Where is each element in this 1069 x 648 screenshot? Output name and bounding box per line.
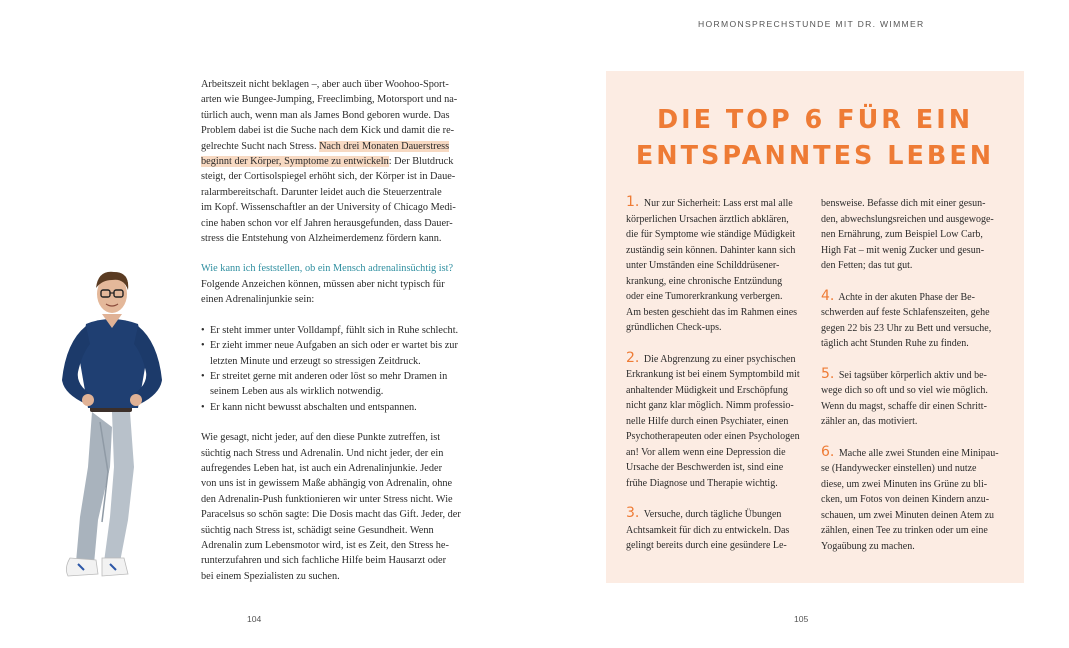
paragraph-conclusion [201, 430, 469, 584]
text-line: nen Ernährung, zum Beispiel Low Carb, [821, 229, 983, 240]
tips-column-right [821, 196, 1011, 570]
text-line: Erkrankung ist bei einem Symptombild mit [626, 369, 800, 380]
tip-item-4 [821, 287, 1011, 352]
text-line: Mache alle zwei Stunden eine Minipau- [838, 447, 999, 459]
tip-item-2 [626, 349, 813, 492]
text-line: Arbeitszeit nicht beklagen –, aber auch über Woohoo-Sport- [201, 79, 449, 90]
text-line: frühe Diagnose und Therapie wichtig. [626, 477, 778, 489]
text-line: aufregendes Leben hat, ist auch ein Adrenalinjunkie. Jeder [201, 462, 443, 474]
text-line: seinem Leben aus als wirklich notwendig. [210, 386, 384, 398]
text-line: bei einem Spezialisten zu suchen. [201, 570, 340, 582]
text-line: Wenn du magst, schaffe dir einen Schritt- [821, 400, 987, 412]
title-line: ENTSPANNTES LEBEN [635, 141, 995, 171]
text-line: nicht ganz klar möglich. Nimm professio- [626, 400, 794, 411]
tip-item-5 [821, 365, 1011, 430]
text-line: täglich acht Stunden Ruhe zu finden. [821, 338, 969, 349]
text-line: Er steht immer unter Volldampf, fühlt sich in Ruhe schlecht. [210, 324, 459, 336]
text-line: zähler an, das motiviert. [821, 416, 918, 427]
list-item [201, 400, 469, 415]
text-line: Yogaübung zu machen. [821, 540, 915, 552]
text-line: cken, um Fotos von deinen Kindern anzu- [821, 494, 990, 505]
text-line: stress die Entstehung von Alzheimerdemenz fördern kann. [201, 233, 442, 245]
text-line: Problem dabei ist die Suche nach dem Kick und damit die re- [201, 125, 455, 137]
text-line: gründlichen Check-ups. [626, 322, 722, 333]
text-line: nelle Hilfe durch einen Psychiater, einen [626, 415, 789, 427]
text-line: cine haben schon vor elf Jahren herausgefunden, dass Dauer- [201, 217, 453, 229]
tips-box-title [606, 102, 1024, 174]
text-line: den, abwechslungsreichen und ausgewoge- [821, 213, 994, 225]
text-line: unter Umständen eine Schilddrüsener- [626, 260, 780, 271]
text-line: süchtig nach Stress ist, schädigt seine Gesundheit. Wenn [201, 524, 434, 536]
text-line: ralarmbereitschaft. Darunter leidet auch die Steuerzentrale [201, 186, 442, 198]
text-line: Achte in der akuten Phase der Be- [838, 291, 975, 303]
tip-number: 2. [626, 349, 640, 366]
list-item [201, 338, 469, 369]
text-line: zuständig sein können. Dahinter kann sich [626, 244, 796, 256]
text-line: se (Handywecker einstellen) und nutze [821, 463, 977, 474]
text-line: bensweise. Befasse dich mit einer gesun- [821, 198, 986, 209]
text-line: Er kann nicht bewusst abschalten und entspannen. [210, 401, 417, 413]
text-line: Achtsamkeit für dich zu entwickeln. Das [626, 524, 790, 536]
text-line: steigt, der Cortisolspiegel erhöht sich, der Körper ist in Daue- [201, 171, 456, 183]
text-line: runterzufahren und sich fachliche Hilfe beim Hausarzt oder [201, 555, 447, 567]
page-number-left: 104 [247, 614, 262, 624]
text-line: von uns ist in gewissem Maße abhängig von Adrenalin, ohne [201, 478, 453, 490]
text-line: zählen, einen Tee zu trinken oder um eine [821, 525, 988, 536]
tip-number: 3. [626, 505, 640, 521]
text-line: Folgende Anzeichen können, müssen aber nicht typisch für [201, 278, 445, 290]
text-line: Ursache der Beschwerden ist, sind eine [626, 462, 784, 473]
text-line: Adrenalin zum Lebensmotor wird, ist es Zeit, den Stress he- [201, 539, 449, 551]
text-line: Die Abgrenzung zu einer psychischen [643, 353, 796, 365]
tip-item-3 [626, 507, 813, 554]
text-line: krankung, eine chronische Entzündung [626, 275, 783, 287]
text-line: den Fetten; das tut gut. [821, 260, 913, 271]
text-line: körperlichen Ursachen ärztlich abklären, [626, 213, 789, 225]
text-line: türlich auch, wenn man als James Bond geboren wurde. Das [201, 109, 450, 121]
text-line: einen Adrenalinjunkie sein: [201, 294, 315, 306]
text-line: wege dich so oft und so viel wie möglich. [821, 385, 988, 396]
text-line: gelingt bereits durch eine gesündere Le- [626, 540, 787, 551]
tips-box [606, 71, 1024, 583]
text-line: oder eine Tumorerkrankung verbergen. [626, 291, 783, 302]
tip-item-1 [626, 196, 813, 336]
text-line: gelrechte Sucht nach Stress. [201, 140, 320, 152]
tip-number: 1. [626, 194, 640, 210]
tips-column-left [626, 196, 813, 570]
paragraph-intro [201, 77, 469, 246]
tip-number: 4. [821, 287, 835, 304]
text-line: letzten Minute und erzeugt so stressigen Zeitdruck. [210, 355, 421, 367]
text-line: im Kopf. Wissenschaftler an der University of Chicago Medi- [201, 202, 456, 214]
text-line: schauen, um zwei Minuten deinen Atem zu [821, 509, 995, 521]
text-line: Psychotherapeuten oder einen Psychologen [626, 431, 800, 442]
text-line: gegen 22 bis 23 Uhr zu Bett und versuche, [821, 322, 992, 334]
left-page-text [201, 77, 469, 584]
question-heading: Wie kann ich feststellen, ob ein Mensch adrenalinsüchtig ist? [201, 263, 454, 275]
list-item [201, 323, 469, 338]
text-line: den Adrenalin-Push funktionieren wir unter Stress nicht. Wie [201, 493, 453, 505]
title-line: DIE TOP 6 FÜR EIN [656, 105, 974, 135]
text-line: süchtig nach Stress und Adrenalin. Und nicht jeder, der ein [201, 447, 444, 459]
list-item [201, 369, 469, 400]
highlighted-text: Nach drei Monaten Dauerstress [319, 140, 450, 152]
highlighted-text: beginnt der Körper, Symptome zu entwickeln [201, 156, 389, 168]
text-line: Er streitet gerne mit anderen oder löst so mehr Dramen in [210, 370, 448, 382]
text-line: die für Symptome wie ständige Müdigkeit [626, 229, 796, 240]
text-line: Sei tagsüber körperlich aktiv und be- [838, 369, 987, 381]
text-line: arten wie Bungee-Jumping, Freeclimbing, Motorsport und na- [201, 94, 458, 106]
tip-number: 5. [821, 365, 835, 382]
text-line: an! Vor allem wenn eine Depression die [626, 446, 786, 458]
text-line: Am besten geschieht das im Rahmen eines [626, 306, 798, 318]
author-photo [48, 262, 173, 594]
question-follow [201, 277, 469, 308]
running-head: HORMONSPRECHSTUNDE MIT DR. WIMMER [698, 19, 925, 29]
text-line: Versuche, durch tägliche Übungen [643, 509, 782, 520]
page-number-right: 105 [794, 614, 809, 624]
text-line: Paracelsus so schön sagte: Die Dosis macht das Gift. Jeder, der [201, 509, 461, 521]
text-line: : Der Blutdruck [388, 156, 454, 168]
text-line: anhaltender Müdigkeit und Erschöpfung [626, 384, 788, 396]
text-line: schwerden auf feste Schlafenszeiten, gehe [821, 307, 990, 318]
text-line: High Fat – mit wenig Zucker und gesun- [821, 244, 985, 256]
text-line: diese, um zwei Minuten ins Grüne zu bli- [821, 478, 988, 490]
text-line: Nur zur Sicherheit: Lass erst mal alle [643, 198, 793, 209]
text-line: Er zieht immer neue Aufgaben an sich oder er wartet bis zur [210, 340, 458, 352]
text-line: Wie gesagt, nicht jeder, auf den diese Punkte zutreffen, ist [201, 432, 441, 444]
tip-number: 6. [821, 443, 835, 460]
symptom-list [201, 323, 469, 415]
tip-item-3-continued [821, 196, 1011, 274]
tip-item-6 [821, 443, 1011, 555]
